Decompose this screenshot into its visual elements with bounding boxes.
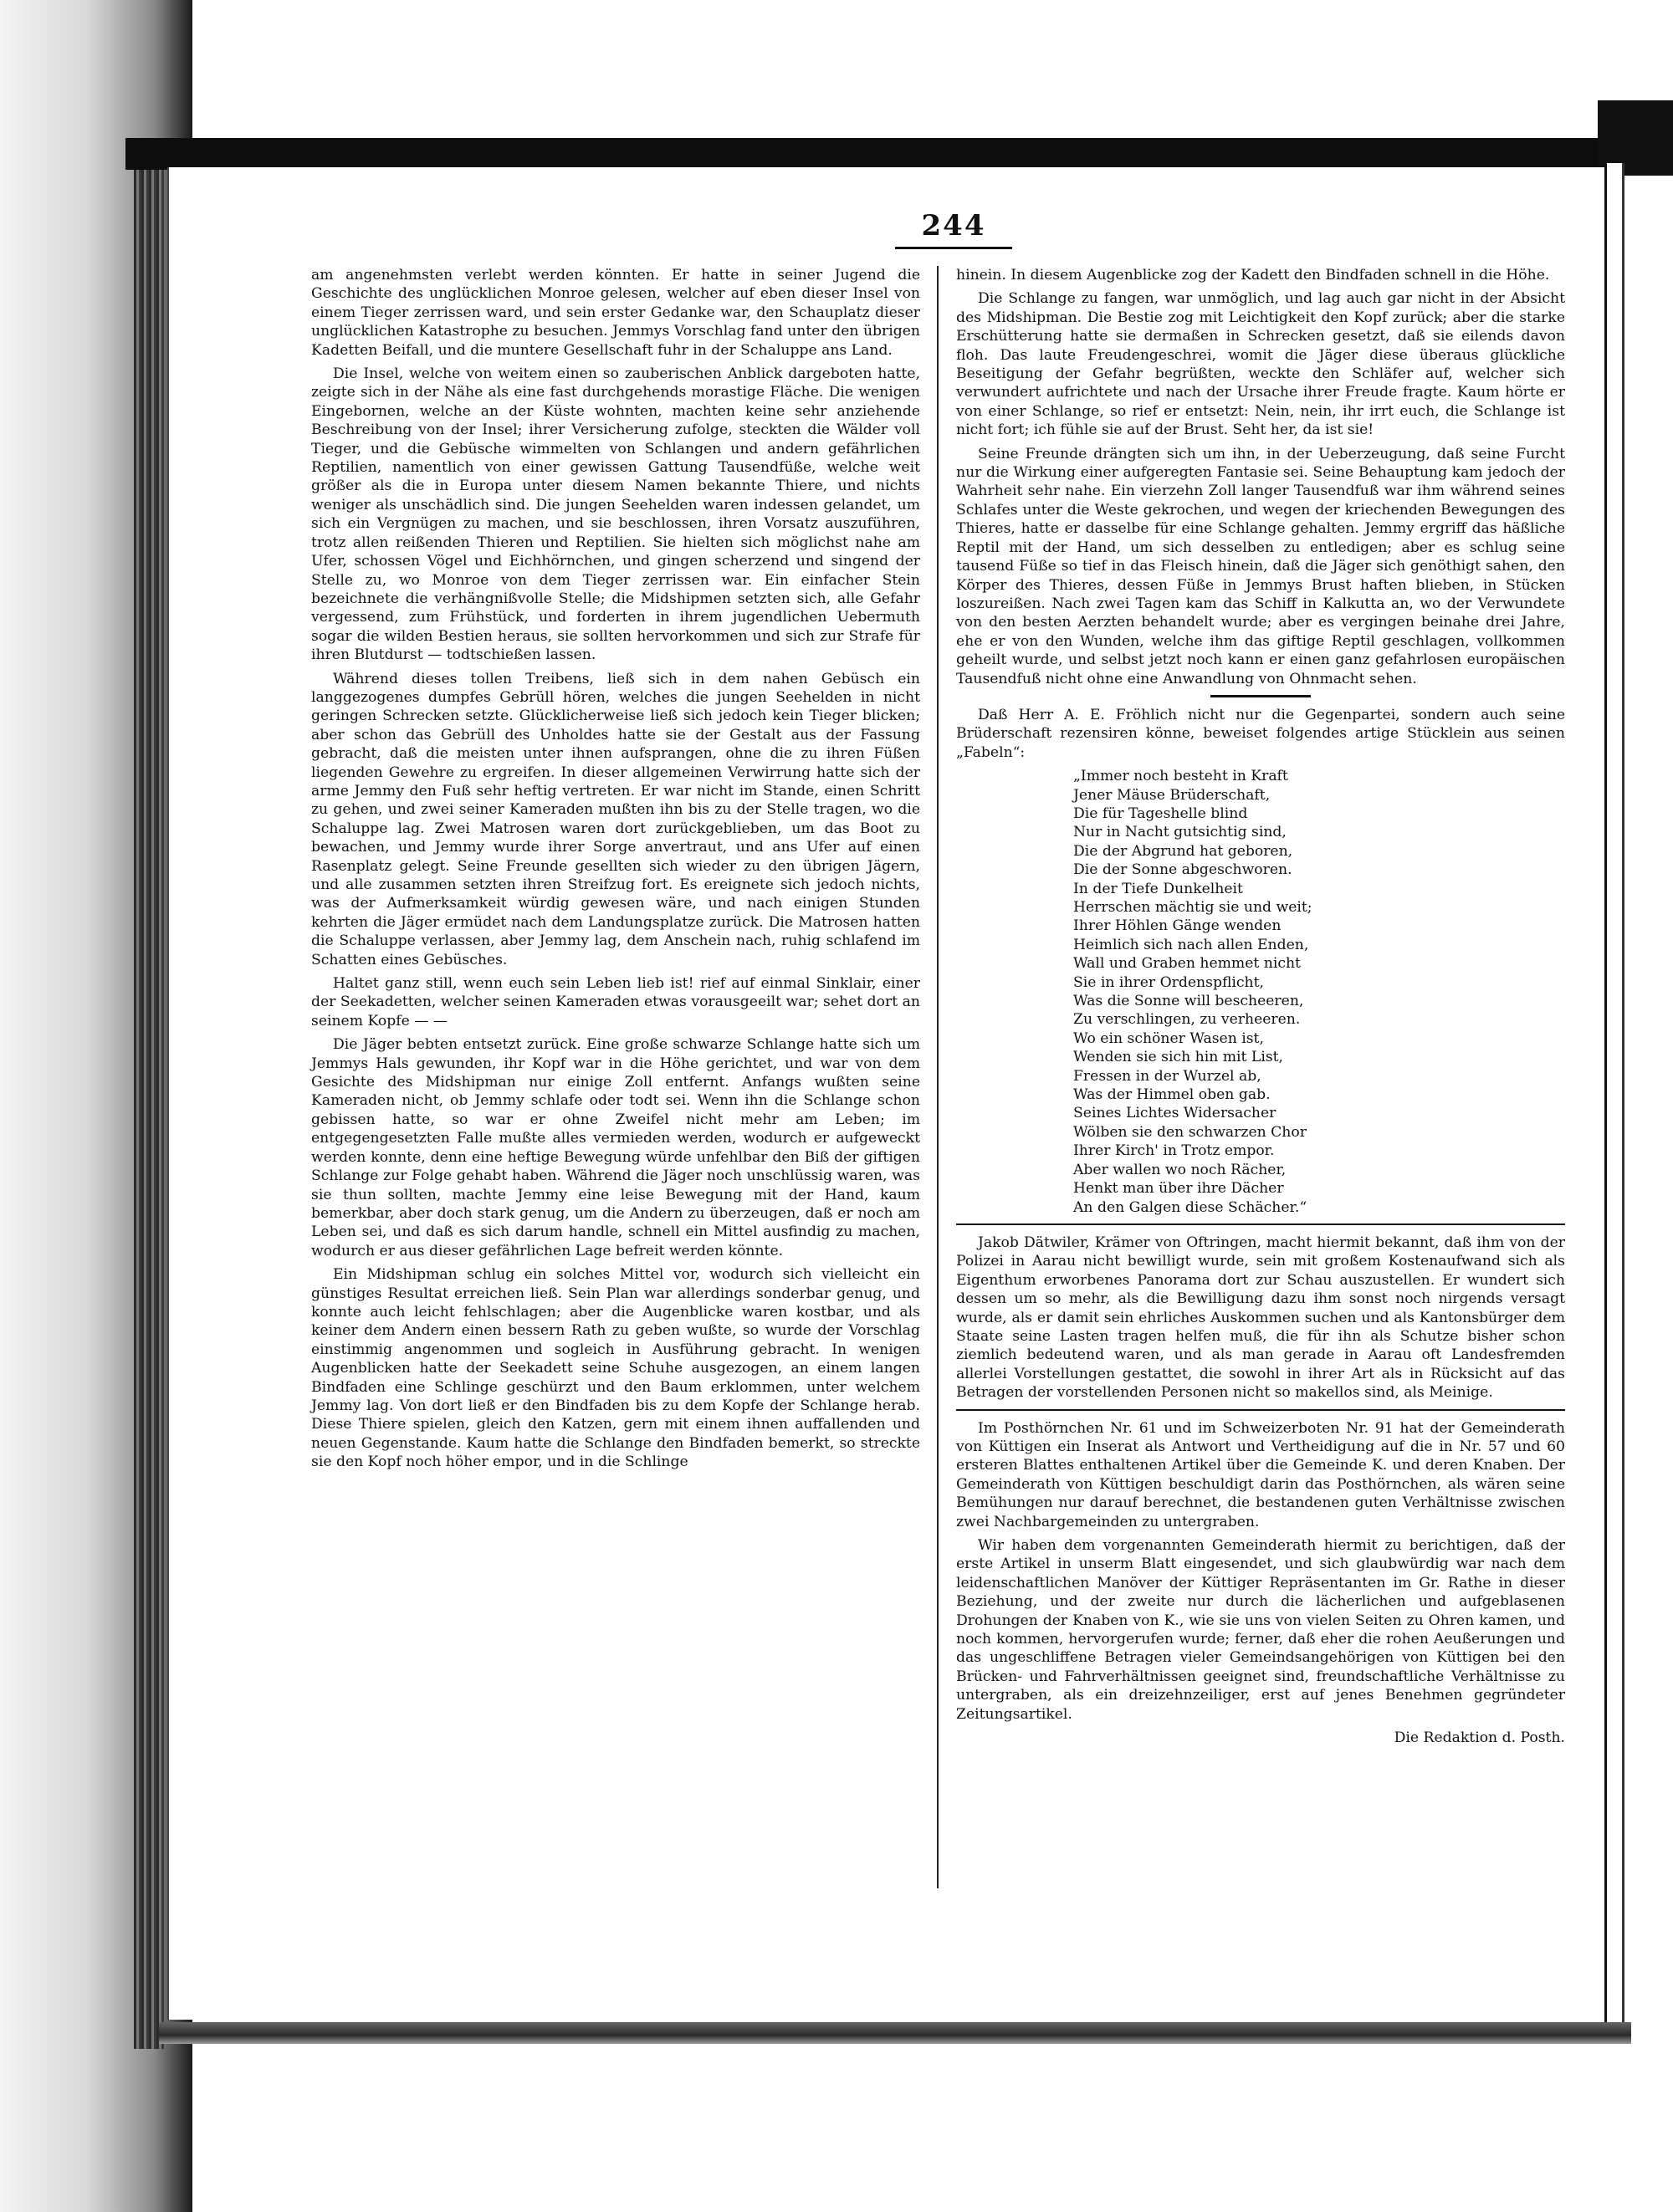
poem-line: Zu verschlingen, zu verheeren. (1073, 1011, 1301, 1029)
paragraph: Während dieses tollen Treibens, ließ sich in dem nahen Gebüsch ein langgezogenes dumpfes Gebrüll hören, welches die jungen Seehelden in nicht geringen Schrecken setzte. Glücklicherweise ließ sich jedoch kein Tieger blicken; aber schon das Gebrüll des Unholdes hatte sie der Gestalt aus der Fassung gebracht, daß die meisten unter ihnen aufsprangen, ohne die zu ihren Füßen liegenden Gewehre zu ergreifen. In dieser allgemeinen Verwirrung hatte sich der arme Jemmy den Fuß sehr heftig vertreten. Er war nicht im Stande, einen Schritt zu gehen, und zwei seiner Kameraden mußten ihn bis zu der Stelle tragen, wo die Schaluppe lag. Zwei Matrosen waren dort zurückgeblieben, um das Boot zu bewachen, und Jemmy wurde ihrer Sorge anvertraut, und ans Ufer auf einen Rasenplatz gelegt. Seine Freunde gesellten sich wieder zu den übrigen Jägern, und alle zusammen setzten ihren Streifzug fort. Es ereignete sich jedoch nichts, was der Aufmerksamkeit würdig gewesen wäre, und nach einigen Stunden kehrten die Jäger ermüdet nach dem Landungsplatze zurück. Die Matrosen hatten die Schaluppe verlassen, aber Jemmy lag, dem Anschein nach, ruhig schlafend im Schatten eines Gebüsches. (311, 670, 920, 968)
poem-line: Seines Lichtes Widersacher (1073, 1105, 1276, 1122)
scan-top-border (125, 138, 1598, 170)
poem-line: In der Tiefe Dunkelheit (1073, 880, 1243, 897)
right-page-edge (1604, 163, 1624, 2036)
right-column (956, 266, 1565, 1752)
section-separator (956, 1223, 1565, 1225)
poem-line: Ihrer Höhlen Gänge wenden (1073, 917, 1282, 935)
poem (1073, 767, 1565, 1217)
paragraph: Ein Midshipman schlug ein solches Mittel vor, wodurch sich vielleicht ein günstiges Resultat erreichen ließ. Sein Plan war allerdings sonderbar genug, und konnte auch leicht fehlschlagen; aber die Augenblicke waren kostbar, und als keiner dem Andern einen bessern Rath zu geben wußte, so wurde der Vorschlag einstimmig angenommen und sogleich in Ausführung gebracht. In wenigen Augenblicken hatte der Seekadett seine Schuhe ausgezogen, an einem langen Bindfaden eine Schlinge geschürzt und den Baum erklommen, unter welchem Jemmy lag. Von dort ließ er den Bindfaden bis zu dem Kopfe der Schlange herab. Diese Thiere spielen, gleich den Katzen, gern mit einem ihnen auffallenden und neuen Gegenstande. Kaum hatte die Schlange den Bindfaden bemerkt, so streckte sie den Kopf noch höher empor, und in die Schlinge (311, 1266, 920, 1471)
poem-line: Nur in Nacht gutsichtig sind, (1073, 824, 1287, 841)
paragraph: Die Insel, welche von weitem einen so zauberischen Anblick dargeboten hatte, zeigte sich in der Nähe als eine fast durchgehends morastige Fläche. Die wenigen Eingebornen, welche an der Küste wohnten, machten keine sehr anziehende Beschreibung von der Insel; ihrer Versicherung zufolge, steckten die Wälder voll Tieger, und die Gebüsche wimmelten von Schlangen und andern gefährlichen Reptilien, namentlich von einer gewissen Gattung Tausendfüße, welche weit größer als die in Europa unter diesem Namen bekannte Thiere, und nichts weniger als unschädlich sind. Die jungen Seehelden waren indessen gelandet, um sich ein Vergnügen zu machen, und sie beschlossen, ihren Vorsatz auszuführen, trotz allen reißenden Thieren und Reptilien. Sie hielten sich möglichst nahe am Ufer, schossen Vögel und Eichhörnchen, und gingen scherzend und singend der Stelle zu, wo Monroe von dem Tieger zerrissen war. Ein einfacher Stein bezeichnete die verhängnißvolle Stelle; die Midshipmen setzten sich, alle Gefahr vergessend, zum Frühstück, und forderten in ihrem jugendlichen Uebermuth sogar die wilden Bestien heraus, sie sollten hervorkommen und sich zur Strafe für ihren Blutdurst — todtschießen lassen. (311, 365, 920, 664)
notice-daetwiler: Jakob Dätwiler, Krämer von Oftringen, macht hiermit bekannt, daß ihm von der Polizei in Aarau nicht bewilligt wurde, sein mit großem Kostenaufwand sich als Eigenthum erworbenes Panorama dort zur Schau auszustellen. Er wundert sich dessen um so mehr, als die Bewilligung dazu ihm sonst noch nirgends versagt wurde, als er damit sein ehrliches Auskommen suchen und als Kantonsbürger dem Staate seine Lasten tragen helfen muß, die für ihn als Schutze bisher schon ziemlich bedeutend waren, und als man gerade in Aarau oft Landesfremden allerlei Vorstellungen gestattet, die sowohl in ihrer Art als in Rücksicht auf das Betragen der vorstellenden Personen nicht so makellos sind, als Meinige. (956, 1234, 1565, 1402)
page-number: 244 (921, 209, 986, 243)
poem-line: Ihrer Kirch' in Trotz empor. (1073, 1142, 1275, 1160)
poem-line: Die der Abgrund hat geboren, (1073, 842, 1293, 860)
scan-bottom-border (159, 2022, 1631, 2044)
poem-line: Henkt man über ihre Dächer (1073, 1180, 1284, 1198)
poem-line: Heimlich sich nach allen Enden, (1073, 936, 1309, 953)
section-separator (956, 1409, 1565, 1411)
poem-line: Wo ein schöner Wasen ist, (1073, 1029, 1264, 1047)
paragraph: Seine Freunde drängten sich um ihn, in der Ueberzeugung, daß seine Furcht nur die Wirkung einer aufgeregten Fantasie sei. Seine Behauptung kam jedoch der Wahrheit sehr nahe. Ein vierzehn Zoll langer Tausendfuß war ihm während seines Schlafes unter die Weste gekrochen, und wegen der kriechenden Bewegungen des Thieres, hatte er dasselbe für eine Schlange gehalten. Jemmy ergriff das häßliche Reptil mit der Hand, um sich desselben zu entledigen; aber es schlug seine tausend Füße so tief in das Fleisch hinein, daß die Jäger sich genöthigt sahen, den Körper des Thieres, dessen Füße in Jemmys Brust haften blieben, in Stücken loszureißen. Nach zwei Tagen kam das Schiff in Kalkutta an, wo der Verwundete von den besten Aerzten behandelt wurde; aber es vergingen beinahe drei Jahre, ehe er von den Wunden, welche ihm das giftige Reptil geschlagen, vollkommen geheilt wurde, und selbst jetzt noch kann er einen ganz gefahrlosen europäischen Tausendfuß nicht ohne eine Anwandlung von Ohnmacht sehen. (956, 445, 1565, 687)
poem-line: Die für Tageshelle blind (1073, 805, 1248, 822)
paragraph: am angenehmsten verlebt werden könnten. Er hatte in seiner Jugend die Geschichte des unglücklichen Monroe gelesen, welcher auf eben dieser Insel von einem Tieger zerrissen ward, und sein erster Gedanke war, den Schauplatz dieser unglücklichen Katastrophe zu besuchen. Jemmys Vorschlag fand unter den übrigen Kadetten Beifall, und die muntere Gesellschaft fuhr in der Schaluppe ans Land. (311, 267, 920, 359)
section-separator (1210, 695, 1311, 697)
froehlich-intro: Daß Herr A. E. Fröhlich nicht nur die Gegenpartei, sondern auch seine Brüderschaft rezensiren könne, beweiset folgendes artige Stücklein aus seinen „Fabeln“: (956, 706, 1565, 761)
notice-kuettigen: Im Posthörnchen Nr. 61 und im Schweizerboten Nr. 91 hat der Gemeinderath von Küttigen ein Inserat als Antwort und Vertheidigung auf die in Nr. 57 und 60 ersteren Blattes enthaltenen Artikel über die Gemeinde K. und deren Knaben. Der Gemeinderath von Küttigen beschuldigt darin das Posthörnchen, als wären seine Bemühungen nur darauf berechnet, die bestandenen guten Verhältnisse zwischen zwei Nachbargemeinden zu untergraben. (956, 1419, 1565, 1530)
poem-line: Die der Sonne abgeschworen. (1073, 861, 1292, 879)
poem-line: Fressen in der Wurzel ab, (1073, 1067, 1261, 1085)
column-divider (937, 266, 939, 1888)
paragraph: Die Schlange zu fangen, war unmöglich, und lag auch gar nicht in der Absicht des Midshipman. Die Bestie zog mit Leichtigkeit den Kopf zurück; aber die starke Erschütterung hatte sie dermaßen in Schrecken gesetzt, daß sie eilends davon floh. Das laute Freudengeschrei, womit die Jäger diese überaus glückliche Beseitigung der Gefahr begrüßten, weckte den Schläfer auf, welcher sich verwundert aufrichtete und nach der Ursache ihrer Freude fragte. Kaum hörte er von einer Schlange, so rief er entsetzt: Nein, nein, ihr irrt euch, die Schlange ist nicht fort; ich fühle sie auf der Brust. Seht her, da ist sie! (956, 290, 1565, 439)
poem-line: Wenden sie sich hin mit List, (1073, 1049, 1284, 1066)
poem-line: Wölben sie den schwarzen Chor (1073, 1123, 1307, 1141)
paragraph: Die Jäger bebten entsetzt zurück. Eine große schwarze Schlange hatte sich um Jemmys Hals gewunden, ihr Kopf war in die Höhe gerichtet, und war von dem Gesichte des Midshipman nur einige Zoll entfernt. Anfangs wußten seine Kameraden nicht, ob Jemmy schlafe oder todt sei. Wenn ihn die Schlange schon gebissen hatte, so war er ohne Zweifel nicht mehr am Leben; im entgegengesetzten Falle mußte alles vermieden werden, wodurch er aufgeweckt werden konnte, denn eine heftige Bewegung würde unfehlbar den Biß der giftigen Schlange zur Folge gehabt haben. Während die Jäger noch unschlüssig waren, was sie thun sollten, machte Jemmy eine leise Bewegung mit der Hand, kaum bemerkbar, aber doch stark genug, um die Andern zu überzeugen, daß er noch am Leben sei, und daß es sich darum handle, schnell ein Mittel ausfindig zu machen, wodurch er aus dieser gefährlichen Lage befreit werden könnte. (311, 1036, 920, 1259)
page-number-underline (895, 247, 1012, 249)
book-page-edges (134, 167, 164, 2049)
poem-line: „Immer noch besteht in Kraft (1073, 768, 1288, 785)
poem-line: Herrschen mächtig sie und weit; (1073, 899, 1312, 916)
notice-kuettigen: Wir haben dem vorgenannten Gemeinderath hiermit zu berichtigen, daß der erste Artikel in unserm Blatt eingesendet, und sich glaubwürdig war nach dem leidenschaftlichen Manöver der Küttiger Repräsentanten im Gr. Rathe in dieser Beziehung, und der zweite nur durch die lächerlichen und aufgeblasenen Drohungen der Knaben von K., wie sie uns von vielen Seiten zu Ohren kamen, und noch kommen, hervorgerufen wurde; ferner, daß eher die rohen Aeußerungen und das ungeschliffene Betragen vieler Gemeindsangehörigen von Küttigen bei den Brücken- und Fahrverhältnissen geeignet sind, freundschaftliche Verhältnisse zu untergraben, als ein dreizehnzeiliger, erst auf jenes Benehmen gegründeter Zeitungsartikel. (956, 1537, 1565, 1723)
poem-line: Jener Mäuse Brüderschaft, (1073, 786, 1271, 804)
poem-line: Was die Sonne will bescheeren, (1073, 993, 1304, 1010)
left-column (311, 266, 920, 1477)
poem-line: Sie in ihrer Ordenspflicht, (1073, 973, 1264, 991)
poem-line: Wall und Graben hemmet nicht (1073, 955, 1301, 973)
signature: Die Redaktion d. Posth. (1394, 1729, 1565, 1747)
poem-line: An den Galgen diese Schächer.“ (1073, 1198, 1307, 1216)
paragraph: Haltet ganz still, wenn euch sein Leben lieb ist! rief auf einmal Sinklair, einer der Seekadetten, welcher seinen Kameraden etwas vorausgeeilt war; sehet dort an seinem Kopfe — — (311, 975, 920, 1029)
poem-line: Aber wallen wo noch Rächer, (1073, 1161, 1287, 1178)
poem-line: Was der Himmel oben gab. (1073, 1086, 1271, 1104)
paragraph: hinein. In diesem Augenblicke zog der Kadett den Bindfaden schnell in die Höhe. (956, 267, 1550, 284)
